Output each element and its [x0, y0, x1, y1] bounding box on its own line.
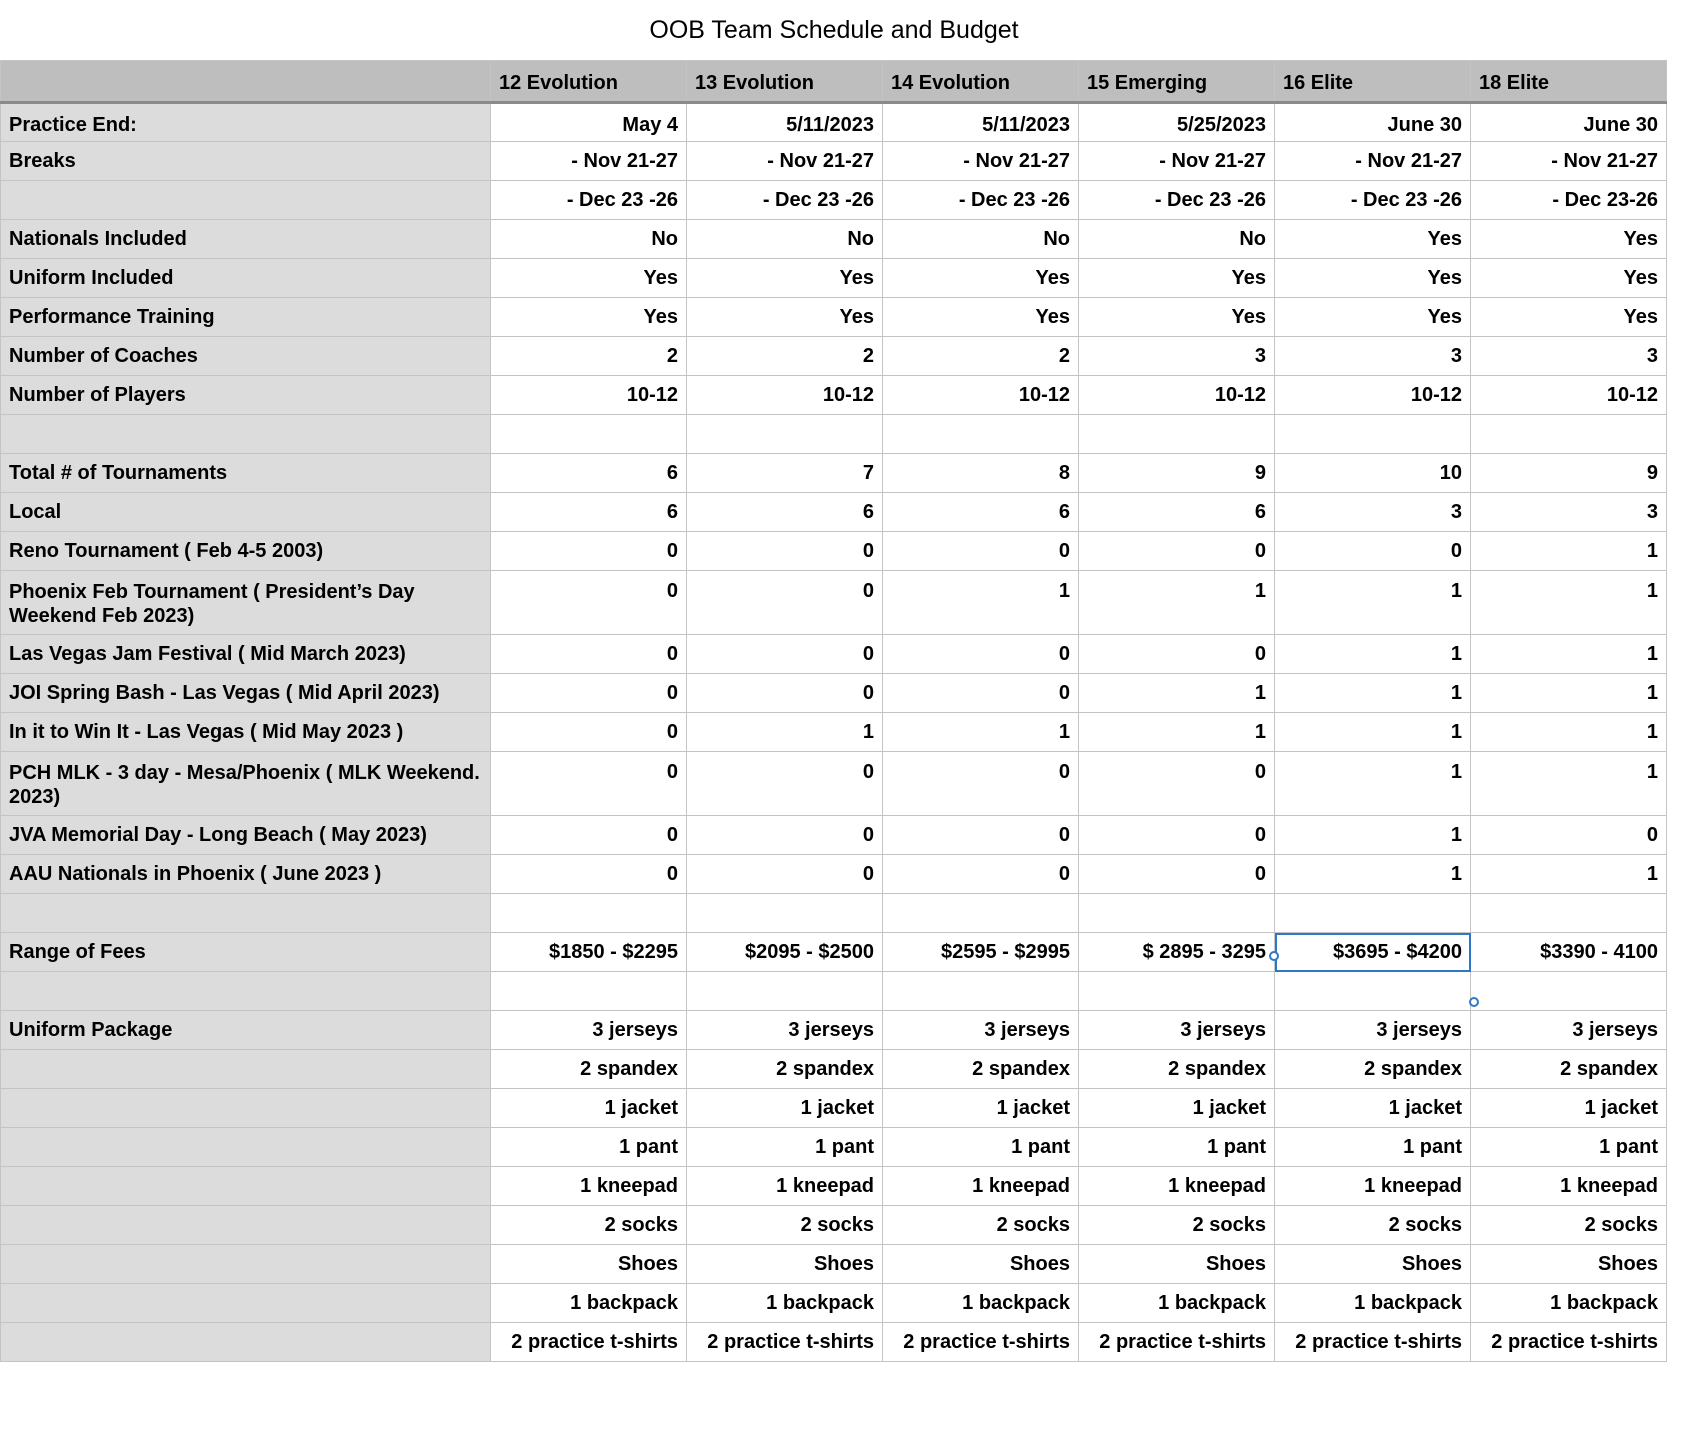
- value-cell[interactable]: [491, 972, 687, 1011]
- value-cell[interactable]: 10-12: [883, 376, 1079, 415]
- row-label-cell[interactable]: [1, 1050, 491, 1089]
- row-label-cell[interactable]: AAU Nationals in Phoenix ( June 2023 ): [1, 855, 491, 894]
- value-cell[interactable]: 0: [1079, 816, 1275, 855]
- value-cell[interactable]: 1 pant: [883, 1128, 1079, 1167]
- value-cell[interactable]: Shoes: [1275, 1245, 1471, 1284]
- value-cell[interactable]: 2 socks: [1079, 1206, 1275, 1245]
- row-label-cell[interactable]: [1, 415, 491, 454]
- row-label-cell[interactable]: Uniform Package: [1, 1011, 491, 1050]
- value-cell[interactable]: 0: [883, 674, 1079, 713]
- value-cell[interactable]: 6: [491, 493, 687, 532]
- value-cell[interactable]: 0: [1471, 816, 1667, 855]
- table-row: [1, 972, 1667, 1011]
- row-label-cell[interactable]: [1, 1167, 491, 1206]
- value-cell[interactable]: 1: [1471, 571, 1667, 635]
- value-cell[interactable]: 6: [883, 493, 1079, 532]
- value-cell[interactable]: 1 kneepad: [1275, 1167, 1471, 1206]
- table-row: [1, 816, 1667, 855]
- value-cell[interactable]: 0: [687, 532, 883, 571]
- value-cell[interactable]: 6: [687, 493, 883, 532]
- value-cell[interactable]: 9: [1471, 454, 1667, 493]
- value-cell[interactable]: [883, 415, 1079, 454]
- value-cell[interactable]: 10-12: [1275, 376, 1471, 415]
- row-label-cell[interactable]: Performance Training: [1, 298, 491, 337]
- value-cell[interactable]: Shoes: [1079, 1245, 1275, 1284]
- value-cell[interactable]: 1 jacket: [491, 1089, 687, 1128]
- value-cell[interactable]: 2 socks: [1275, 1206, 1471, 1245]
- table-row: [1, 337, 1667, 376]
- value-cell[interactable]: 3 jerseys: [491, 1011, 687, 1050]
- value-cell[interactable]: [1471, 415, 1667, 454]
- value-cell[interactable]: 2 spandex: [1079, 1050, 1275, 1089]
- row-label-cell[interactable]: [1, 1245, 491, 1284]
- row-label-cell[interactable]: [1, 972, 491, 1011]
- row-label-cell[interactable]: [1, 1089, 491, 1128]
- table-row: [1, 415, 1667, 454]
- value-cell[interactable]: 1: [883, 571, 1079, 635]
- table-row: [1, 259, 1667, 298]
- value-cell[interactable]: Yes: [1471, 220, 1667, 259]
- value-cell[interactable]: 0: [1275, 532, 1471, 571]
- table-row: [1, 855, 1667, 894]
- value-cell[interactable]: Shoes: [491, 1245, 687, 1284]
- value-cell[interactable]: Yes: [1275, 298, 1471, 337]
- value-cell[interactable]: 1 jacket: [1079, 1089, 1275, 1128]
- value-cell[interactable]: Yes: [883, 298, 1079, 337]
- value-cell[interactable]: 10-12: [1471, 376, 1667, 415]
- value-cell[interactable]: [687, 415, 883, 454]
- value-cell[interactable]: 3: [1275, 337, 1471, 376]
- value-cell[interactable]: 3 jerseys: [1471, 1011, 1667, 1050]
- value-cell[interactable]: 2 spandex: [1275, 1050, 1471, 1089]
- value-cell[interactable]: 1 pant: [1079, 1128, 1275, 1167]
- value-cell[interactable]: 1 backpack: [491, 1284, 687, 1323]
- value-cell[interactable]: 2 practice t-shirts: [883, 1323, 1079, 1362]
- row-label-cell[interactable]: Practice End:: [1, 103, 491, 142]
- row-label-cell[interactable]: Phoenix Feb Tournament ( President’s Day Weekend Feb 2023): [1, 571, 491, 635]
- value-cell[interactable]: 10-12: [1079, 376, 1275, 415]
- value-cell[interactable]: 1 pant: [687, 1128, 883, 1167]
- value-cell[interactable]: 2 spandex: [1471, 1050, 1667, 1089]
- row-label-cell[interactable]: In it to Win It - Las Vegas ( Mid May 2023 ): [1, 713, 491, 752]
- value-cell[interactable]: 9: [1079, 454, 1275, 493]
- value-cell[interactable]: No: [883, 220, 1079, 259]
- value-cell[interactable]: 2 spandex: [883, 1050, 1079, 1089]
- table-row: [1, 571, 1667, 635]
- value-cell[interactable]: [1275, 415, 1471, 454]
- value-cell[interactable]: 1: [1471, 532, 1667, 571]
- value-cell[interactable]: 1: [1471, 674, 1667, 713]
- value-cell[interactable]: [883, 894, 1079, 933]
- value-cell[interactable]: 0: [883, 816, 1079, 855]
- row-label-cell[interactable]: Las Vegas Jam Festival ( Mid March 2023): [1, 635, 491, 674]
- value-cell[interactable]: 1 pant: [1275, 1128, 1471, 1167]
- value-cell[interactable]: 1 kneepad: [1079, 1167, 1275, 1206]
- value-cell[interactable]: 3: [1079, 337, 1275, 376]
- value-cell[interactable]: 10-12: [491, 376, 687, 415]
- value-cell[interactable]: 5/11/2023: [687, 103, 883, 142]
- value-cell[interactable]: 2 practice t-shirts: [491, 1323, 687, 1362]
- value-cell[interactable]: - Nov 21-27: [1079, 142, 1275, 181]
- row-label-cell[interactable]: Total # of Tournaments: [1, 454, 491, 493]
- value-cell[interactable]: 2 socks: [883, 1206, 1079, 1245]
- table-row: [1, 376, 1667, 415]
- value-cell[interactable]: 0: [1079, 752, 1275, 816]
- value-cell[interactable]: 1: [1079, 713, 1275, 752]
- value-cell[interactable]: 1: [883, 713, 1079, 752]
- value-cell[interactable]: 2: [883, 337, 1079, 376]
- value-cell[interactable]: 2 practice t-shirts: [1079, 1323, 1275, 1362]
- value-cell[interactable]: 0: [491, 635, 687, 674]
- value-cell[interactable]: 0: [491, 571, 687, 635]
- value-cell[interactable]: 0: [687, 816, 883, 855]
- value-cell[interactable]: Yes: [491, 259, 687, 298]
- table-row: [1, 752, 1667, 816]
- value-cell[interactable]: 10: [1275, 454, 1471, 493]
- value-cell[interactable]: 2 spandex: [491, 1050, 687, 1089]
- value-cell[interactable]: 1: [687, 713, 883, 752]
- value-cell[interactable]: Yes: [1079, 259, 1275, 298]
- value-cell[interactable]: 1: [1471, 713, 1667, 752]
- value-cell[interactable]: $2095 - $2500: [687, 933, 883, 972]
- value-cell[interactable]: 0: [883, 855, 1079, 894]
- value-cell[interactable]: - Dec 23 -26: [1079, 181, 1275, 220]
- column-header[interactable]: 14 Evolution: [883, 61, 1079, 103]
- row-label-cell[interactable]: JOI Spring Bash - Las Vegas ( Mid April 2023): [1, 674, 491, 713]
- value-cell[interactable]: 3 jerseys: [883, 1011, 1079, 1050]
- row-label-cell[interactable]: [1, 1128, 491, 1167]
- value-cell[interactable]: 0: [1079, 635, 1275, 674]
- value-cell[interactable]: 1: [1275, 816, 1471, 855]
- table-row: [1, 1284, 1667, 1323]
- table-row: [1, 1245, 1667, 1284]
- value-cell[interactable]: 0: [687, 635, 883, 674]
- value-cell[interactable]: 1 backpack: [883, 1284, 1079, 1323]
- value-cell[interactable]: Yes: [687, 259, 883, 298]
- header-corner-cell[interactable]: [1, 61, 491, 103]
- table-row: [1, 493, 1667, 532]
- value-cell[interactable]: 3 jerseys: [1079, 1011, 1275, 1050]
- value-cell[interactable]: Shoes: [687, 1245, 883, 1284]
- value-cell[interactable]: - Dec 23 -26: [687, 181, 883, 220]
- value-cell[interactable]: 1 kneepad: [687, 1167, 883, 1206]
- value-cell[interactable]: 6: [491, 454, 687, 493]
- value-cell[interactable]: - Nov 21-27: [687, 142, 883, 181]
- selected-cell[interactable]: $3695 - $4200: [1275, 933, 1471, 972]
- row-label-cell[interactable]: Number of Players: [1, 376, 491, 415]
- value-cell[interactable]: 1: [1079, 674, 1275, 713]
- row-label-cell[interactable]: [1, 1206, 491, 1245]
- value-cell[interactable]: [687, 972, 883, 1011]
- selection-handle-bottom-right[interactable]: [1469, 997, 1479, 1007]
- schedule-budget-table: [0, 60, 1667, 1362]
- value-cell[interactable]: 0: [491, 713, 687, 752]
- value-cell[interactable]: - Nov 21-27: [1471, 142, 1667, 181]
- value-cell[interactable]: 1 backpack: [1079, 1284, 1275, 1323]
- value-cell[interactable]: 0: [491, 532, 687, 571]
- value-cell[interactable]: 1: [1275, 635, 1471, 674]
- column-header[interactable]: 13 Evolution: [687, 61, 883, 103]
- value-cell[interactable]: Shoes: [883, 1245, 1079, 1284]
- value-cell[interactable]: 1: [1471, 855, 1667, 894]
- value-cell[interactable]: Yes: [687, 298, 883, 337]
- value-cell[interactable]: 1 pant: [491, 1128, 687, 1167]
- value-cell[interactable]: 7: [687, 454, 883, 493]
- row-label-cell[interactable]: Number of Coaches: [1, 337, 491, 376]
- value-cell[interactable]: 0: [883, 635, 1079, 674]
- value-cell[interactable]: 0: [491, 855, 687, 894]
- sheet-title: OOB Team Schedule and Budget: [649, 16, 1019, 44]
- row-label-cell[interactable]: Reno Tournament ( Feb 4-5 2003): [1, 532, 491, 571]
- row-label-cell[interactable]: Breaks: [1, 142, 491, 181]
- value-cell[interactable]: 1: [1275, 674, 1471, 713]
- selection-handle-top-left[interactable]: [1269, 951, 1279, 961]
- value-cell[interactable]: 2 socks: [491, 1206, 687, 1245]
- value-cell[interactable]: - Nov 21-27: [883, 142, 1079, 181]
- value-cell[interactable]: 2: [687, 337, 883, 376]
- value-cell[interactable]: 0: [687, 752, 883, 816]
- value-cell[interactable]: [491, 894, 687, 933]
- value-cell[interactable]: No: [491, 220, 687, 259]
- table-row: [1, 1128, 1667, 1167]
- value-cell[interactable]: - Dec 23-26: [1471, 181, 1667, 220]
- table-row: [1, 635, 1667, 674]
- row-label-cell[interactable]: Range of Fees: [1, 933, 491, 972]
- value-cell[interactable]: [1275, 894, 1471, 933]
- value-cell[interactable]: 0: [491, 674, 687, 713]
- value-cell[interactable]: [1079, 415, 1275, 454]
- value-cell[interactable]: 1 jacket: [1471, 1089, 1667, 1128]
- table-body: [1, 103, 1667, 1362]
- table-row: [1, 1323, 1667, 1362]
- value-cell[interactable]: Shoes: [1471, 1245, 1667, 1284]
- row-label-cell[interactable]: PCH MLK - 3 day - Mesa/Phoenix ( MLK Weekend. 2023): [1, 752, 491, 816]
- value-cell[interactable]: June 30: [1471, 103, 1667, 142]
- row-label-cell[interactable]: JVA Memorial Day - Long Beach ( May 2023): [1, 816, 491, 855]
- value-cell[interactable]: 3: [1275, 493, 1471, 532]
- value-cell[interactable]: 3: [1471, 493, 1667, 532]
- row-label-cell[interactable]: [1, 1323, 491, 1362]
- value-cell[interactable]: 0: [687, 571, 883, 635]
- value-cell[interactable]: $1850 - $2295: [491, 933, 687, 972]
- row-label-cell[interactable]: Uniform Included: [1, 259, 491, 298]
- value-cell[interactable]: 5/25/2023: [1079, 103, 1275, 142]
- value-cell[interactable]: 0: [687, 674, 883, 713]
- value-cell[interactable]: [687, 894, 883, 933]
- table-row: [1, 894, 1667, 933]
- row-label-cell[interactable]: [1, 894, 491, 933]
- value-cell[interactable]: 1 backpack: [1275, 1284, 1471, 1323]
- value-cell[interactable]: 0: [883, 532, 1079, 571]
- table-row: [1, 674, 1667, 713]
- value-cell[interactable]: - Dec 23 -26: [1275, 181, 1471, 220]
- value-cell[interactable]: 1 pant: [1471, 1128, 1667, 1167]
- value-cell[interactable]: Yes: [1079, 298, 1275, 337]
- value-cell[interactable]: Yes: [1275, 259, 1471, 298]
- row-label-cell[interactable]: Local: [1, 493, 491, 532]
- value-cell[interactable]: [491, 415, 687, 454]
- value-cell[interactable]: - Nov 21-27: [1275, 142, 1471, 181]
- table-row: [1, 103, 1667, 142]
- row-label-cell[interactable]: [1, 1284, 491, 1323]
- value-cell[interactable]: 1 backpack: [687, 1284, 883, 1323]
- value-cell[interactable]: [1471, 972, 1667, 1011]
- value-cell[interactable]: 1 jacket: [687, 1089, 883, 1128]
- value-cell[interactable]: 2 socks: [687, 1206, 883, 1245]
- value-cell[interactable]: 1: [1275, 571, 1471, 635]
- value-cell[interactable]: $2595 - $2995: [883, 933, 1079, 972]
- value-cell[interactable]: 8: [883, 454, 1079, 493]
- value-cell[interactable]: 2 practice t-shirts: [1275, 1323, 1471, 1362]
- value-cell[interactable]: 3 jerseys: [687, 1011, 883, 1050]
- value-cell[interactable]: 1 kneepad: [883, 1167, 1079, 1206]
- value-cell[interactable]: - Dec 23 -26: [491, 181, 687, 220]
- value-cell[interactable]: 2: [491, 337, 687, 376]
- table-row: [1, 298, 1667, 337]
- value-cell[interactable]: 1: [1079, 571, 1275, 635]
- column-header[interactable]: 12 Evolution: [491, 61, 687, 103]
- table-row: [1, 142, 1667, 181]
- value-cell[interactable]: 10-12: [687, 376, 883, 415]
- table-row: [1, 1206, 1667, 1245]
- value-cell[interactable]: Yes: [883, 259, 1079, 298]
- value-cell[interactable]: No: [687, 220, 883, 259]
- table-row: [1, 532, 1667, 571]
- value-cell[interactable]: 1: [1275, 713, 1471, 752]
- value-cell[interactable]: 0: [883, 752, 1079, 816]
- table-row: [1, 713, 1667, 752]
- value-cell[interactable]: [1471, 894, 1667, 933]
- value-cell[interactable]: 0: [491, 816, 687, 855]
- value-cell[interactable]: Yes: [1275, 220, 1471, 259]
- value-cell[interactable]: Yes: [1471, 259, 1667, 298]
- value-cell[interactable]: 1: [1275, 752, 1471, 816]
- table-row: [1, 933, 1667, 972]
- value-cell[interactable]: 1: [1471, 635, 1667, 674]
- table-row: [1, 454, 1667, 493]
- table-row: [1, 1089, 1667, 1128]
- value-cell[interactable]: - Dec 23 -26: [883, 181, 1079, 220]
- header-row: [1, 61, 1667, 103]
- value-cell[interactable]: 2 practice t-shirts: [1471, 1323, 1667, 1362]
- value-cell[interactable]: May 4: [491, 103, 687, 142]
- value-cell[interactable]: 1: [1471, 752, 1667, 816]
- value-cell[interactable]: 0: [1079, 532, 1275, 571]
- table-row: [1, 1011, 1667, 1050]
- value-cell[interactable]: June 30: [1275, 103, 1471, 142]
- value-cell[interactable]: [1079, 972, 1275, 1011]
- value-cell[interactable]: Yes: [491, 298, 687, 337]
- value-cell[interactable]: 1 jacket: [1275, 1089, 1471, 1128]
- value-cell[interactable]: 2 practice t-shirts: [687, 1323, 883, 1362]
- value-cell[interactable]: No: [1079, 220, 1275, 259]
- column-header[interactable]: 18 Elite: [1471, 61, 1667, 103]
- value-cell[interactable]: 1 jacket: [883, 1089, 1079, 1128]
- value-cell[interactable]: 0: [1079, 855, 1275, 894]
- column-header[interactable]: 15 Emerging: [1079, 61, 1275, 103]
- table-row: [1, 1050, 1667, 1089]
- table-row: [1, 181, 1667, 220]
- value-cell[interactable]: [1079, 894, 1275, 933]
- value-cell[interactable]: 3 jerseys: [1275, 1011, 1471, 1050]
- value-cell[interactable]: 1: [1275, 855, 1471, 894]
- value-cell[interactable]: 0: [687, 855, 883, 894]
- row-label-cell[interactable]: [1, 181, 491, 220]
- value-cell[interactable]: 1 kneepad: [1471, 1167, 1667, 1206]
- value-cell[interactable]: 2 spandex: [687, 1050, 883, 1089]
- value-cell[interactable]: 1 kneepad: [491, 1167, 687, 1206]
- value-cell[interactable]: $3390 - 4100: [1471, 933, 1667, 972]
- value-cell[interactable]: $ 2895 - 3295: [1079, 933, 1275, 972]
- value-cell[interactable]: - Nov 21-27: [491, 142, 687, 181]
- value-cell[interactable]: 5/11/2023: [883, 103, 1079, 142]
- value-cell[interactable]: 3: [1471, 337, 1667, 376]
- table-row: [1, 220, 1667, 259]
- value-cell[interactable]: [1275, 972, 1471, 1011]
- row-label-cell[interactable]: Nationals Included: [1, 220, 491, 259]
- value-cell[interactable]: 2 socks: [1471, 1206, 1667, 1245]
- value-cell[interactable]: 0: [491, 752, 687, 816]
- value-cell[interactable]: 1 backpack: [1471, 1284, 1667, 1323]
- value-cell[interactable]: [883, 972, 1079, 1011]
- table-row: [1, 1167, 1667, 1206]
- column-header[interactable]: 16 Elite: [1275, 61, 1471, 103]
- value-cell[interactable]: 6: [1079, 493, 1275, 532]
- value-cell[interactable]: Yes: [1471, 298, 1667, 337]
